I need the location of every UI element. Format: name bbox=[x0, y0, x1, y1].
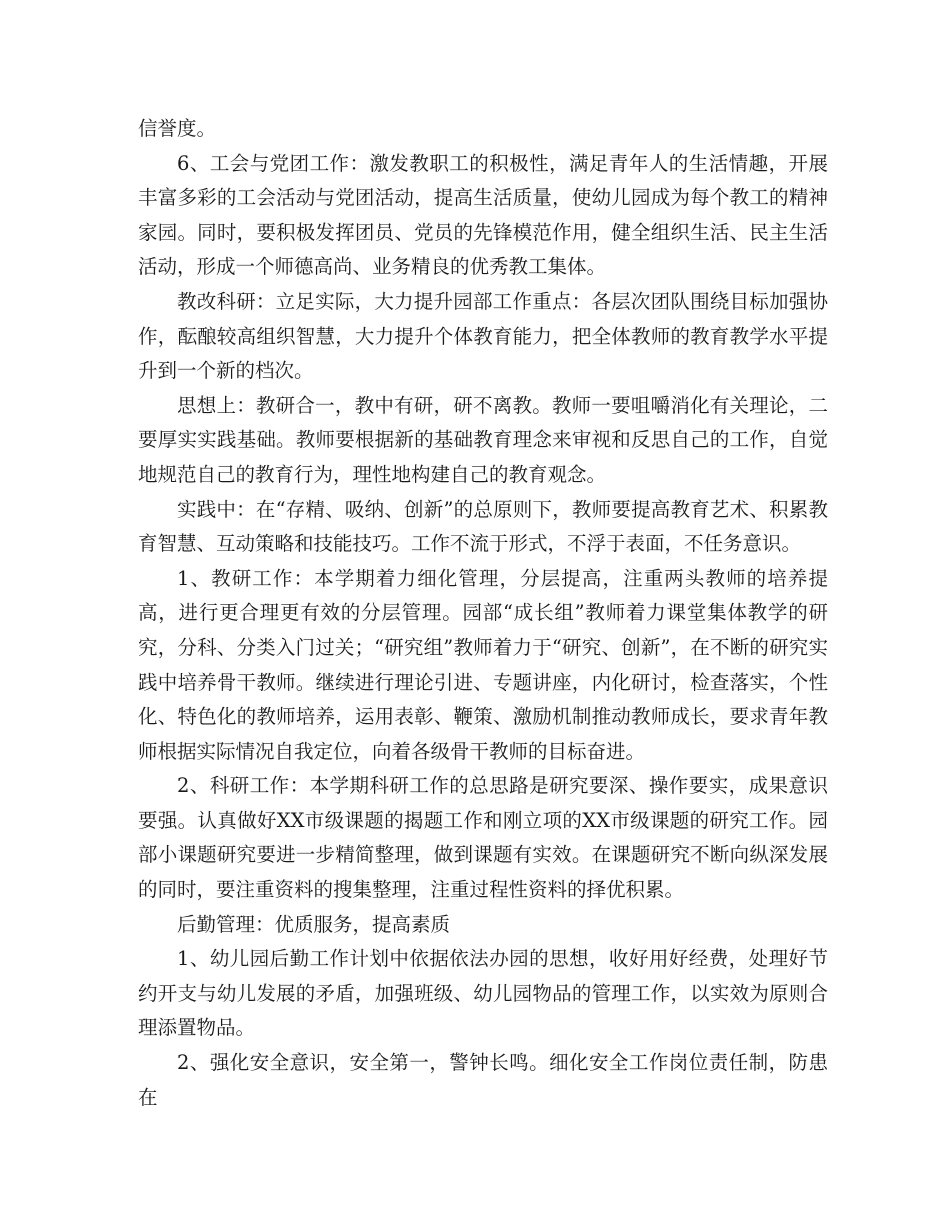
paragraph-teaching-reform: 教改科研：立足实际，大力提升园部工作重点：各层次团队围绕目标加强协作，酝酿较高组织智慧，大力提升个体教育能力，把全体教师的教育教学水平提升到一个新的档次。 bbox=[138, 289, 828, 383]
document-body bbox=[138, 112, 828, 1115]
paragraph-safety: 2、强化安全意识，安全第一，警钟长鸣。细化安全工作岗位责任制，防患在 bbox=[138, 1051, 828, 1109]
paragraph-logistics-heading: 后勤管理：优质服务，提高素质 bbox=[177, 912, 451, 936]
paragraph-practice: 实践中：在“存精、吸纳、创新”的总原则下，教师要提高教育艺术、积累教育智慧、互动策略和技能技巧。工作不流于形式，不浮于表面，不任务意识。 bbox=[138, 497, 828, 556]
paragraph-teaching-research: 1、教研工作：本学期着力细化管理，分层提高，注重两头教师的培养提高，进行更合理更有效的分层管理。园部“成长组”教师着力课堂集体教学的研究，分科、分类入门过关；“研究组”教师着力于“研究、创新”，在不断的研究实践中培养骨干教师。继续进行理论引进、专题讲座，内化研讨，检查落实，个性化、特色化的教师培养，运用表彰、鞭策、激励机制推动教师成长，要求青年教师根据实际情况自我定位，向着各级骨干教师的目标奋进。 bbox=[138, 566, 828, 763]
paragraph-scientific-research: 2、科研工作：本学期科研工作的总思路是研究要深、操作要实，成果意识要强。认真做好XX市级课题的揭题工作和刚立项的XX市级课题的研究工作。园部小课题研究要进一步精简整理，做到课题有实效。在课题研究不断向纵深发展的同时，要注重资料的搜集整理，注重过程性资料的择优积累。 bbox=[138, 774, 828, 902]
paragraph-union-party-work: 6、工会与党团工作：激发教职工的积极性，满足青年人的生活情趣，开展丰富多彩的工会活动与党团活动，提高生活质量，使幼儿园成为每个教工的精神家园。同时，要积极发挥团员、党员的先锋模范作用，健全组织生活、民主生活活动，形成一个师德高尚、业务精良的优秀教工集体。 bbox=[138, 151, 828, 279]
paragraph-continuation: 信誉度。 bbox=[138, 117, 217, 140]
paragraph-thinking: 思想上：教研合一，教中有研，研不离教。教师一要咀嚼消化有关理论，二要厚实实践基础。教师要根据新的基础教育理念来审视和反思自己的工作，自觉地规范自己的教育行为，理性地构建自己的教育观念。 bbox=[138, 393, 828, 486]
paragraph-logistics-funding: 1、幼儿园后勤工作计划中依据依法办园的思想，收好用好经费，处理好节约开支与幼儿发展的矛盾，加强班级、幼儿园物品的管理工作，以实效为原则合理添置物品。 bbox=[138, 947, 828, 1040]
